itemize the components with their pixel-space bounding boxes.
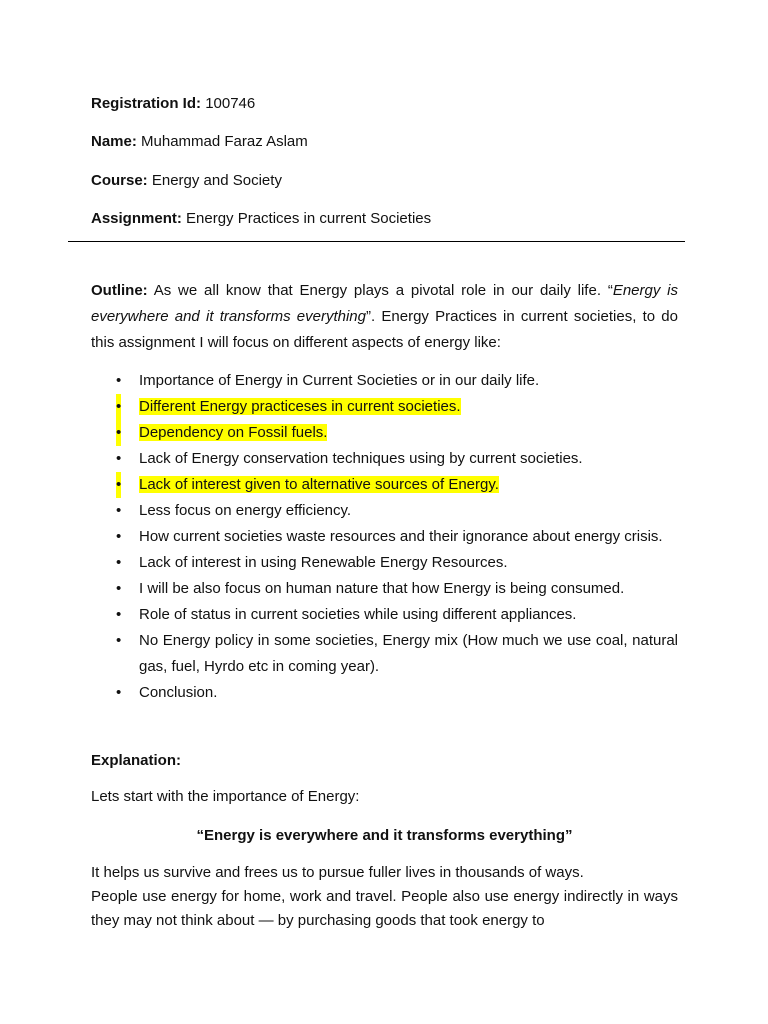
list-item	[91, 472, 678, 498]
name-value: Muhammad Faraz Aslam	[141, 133, 308, 150]
list-item	[91, 368, 678, 394]
header-divider	[68, 241, 685, 242]
bullet-icon: •	[116, 606, 122, 623]
outline-quote-open: “	[607, 282, 613, 299]
list-item	[91, 680, 678, 706]
bullet-icon: •	[116, 372, 122, 389]
explanation-line-2: People use energy for home, work and travel. People also use energy indirectly in ways they may not think about — by purchasing goods that took energy to	[91, 888, 678, 929]
registration-id-line	[91, 94, 255, 114]
outline-label: Outline:	[91, 282, 148, 299]
list-item	[91, 628, 678, 680]
bullet-icon: •	[116, 684, 122, 701]
assignment-label: Assignment:	[91, 210, 182, 227]
list-item-text: Lack of interest given to alternative sources of Energy.	[139, 476, 499, 493]
list-item-text: Less focus on energy efficiency.	[139, 502, 352, 519]
list-item-text: I will be also focus on human nature that how Energy is being consumed.	[139, 580, 625, 597]
course-label: Course:	[91, 172, 148, 189]
list-item	[91, 550, 678, 576]
list-item-text: Lack of interest in using Renewable Energy Resources.	[139, 554, 508, 571]
bullet-icon: •	[116, 502, 122, 519]
list-item-text: Different Energy practiceses in current societies.	[139, 398, 461, 415]
aspects-list	[91, 368, 678, 706]
assignment-line	[91, 209, 431, 229]
list-item-text: Role of status in current societies while using different appliances.	[139, 606, 577, 623]
bullet-icon: •	[116, 580, 122, 597]
explanation-quote: “Energy is everywhere and it transforms everything”	[196, 827, 573, 844]
list-item	[91, 446, 678, 472]
list-item-text: Importance of Energy in Current Societies or in our daily life.	[139, 372, 540, 389]
list-item	[91, 524, 678, 550]
bullet-icon: •	[116, 472, 121, 498]
outline-text-after: . Energy Practices in current societies, to do this assignment I will focus on different aspects of energy like:	[91, 308, 678, 351]
list-item-text: Conclusion.	[139, 684, 218, 701]
explanation-line-1: It helps us survive and frees us to pursue fuller lives in thousands of ways.	[91, 864, 584, 881]
bullet-icon: •	[116, 632, 122, 649]
outline-paragraph	[91, 278, 678, 356]
list-item	[91, 420, 678, 446]
list-item	[91, 498, 678, 524]
explanation-intro: Lets start with the importance of Energy:	[91, 788, 360, 805]
assignment-value: Energy Practices in current Societies	[186, 210, 432, 227]
name-label: Name:	[91, 133, 137, 150]
list-item	[91, 576, 678, 602]
list-item	[91, 602, 678, 628]
outline-quote-close: ”	[366, 308, 371, 325]
bullet-icon: •	[116, 554, 122, 571]
list-item-text: No Energy policy in some societies, Energy mix (How much we use coal, natural gas, fuel, Hyrdo etc in coming year).	[139, 632, 678, 675]
bullet-icon: •	[116, 420, 121, 446]
bullet-icon: •	[116, 394, 121, 420]
list-item-text: How current societies waste resources and their ignorance about energy crisis.	[139, 528, 663, 545]
outline-text-before: As we all know that Energy plays a pivotal role in our daily life.	[153, 282, 608, 299]
bullet-icon: •	[116, 450, 122, 467]
explanation-heading: Explanation:	[91, 752, 182, 769]
list-item	[91, 394, 678, 420]
outline-quote: Energy is everywhere and it transforms everything	[91, 282, 679, 325]
registration-id-value: 100746	[205, 95, 256, 112]
list-item-text: Dependency on Fossil fuels.	[139, 424, 328, 441]
bullet-icon: •	[116, 528, 122, 545]
course-line	[91, 171, 282, 191]
list-item-text: Lack of Energy conservation techniques using by current societies.	[139, 450, 583, 467]
course-value: Energy and Society	[151, 172, 282, 189]
name-line	[91, 132, 308, 152]
registration-id-label: Registration Id:	[91, 95, 202, 112]
